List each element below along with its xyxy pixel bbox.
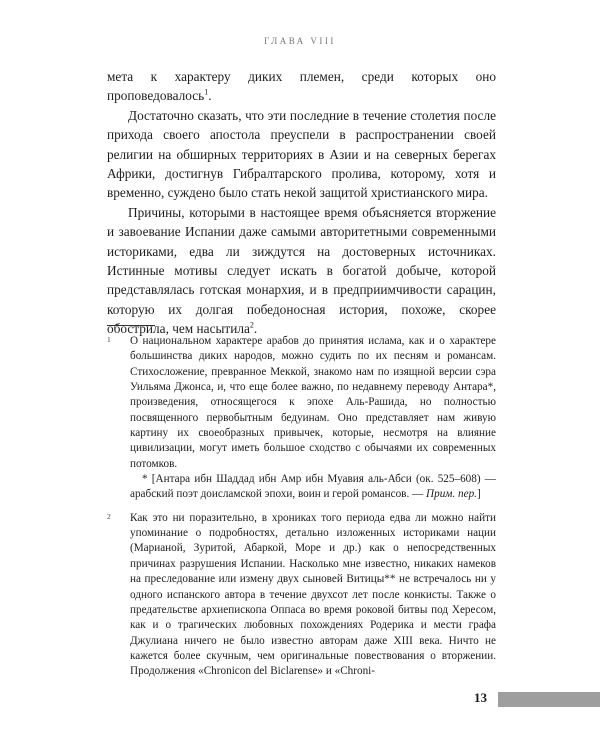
footnote-1-translator-label: Прим. пер. [426, 488, 477, 501]
paragraph-3-end: . [253, 321, 258, 337]
footnote-1 [107, 334, 496, 503]
running-head: ГЛАВА VIII [264, 36, 336, 46]
footnote-2-number: 2 [107, 511, 111, 521]
footnote-1-text: О национальном характере арабов до принятия ислама, как и о характере большинства диких народов, можно судить по их песням и романсам. Стихосложение, превранное Меккой, знакомо нам по изящной версии сэра Уильяма Джонса, и, что еще более важно, по недавнему переводу Антара*, произведения, относящегося к эпохе Аль-Рашида, но полностью посвященного первобытным бедуинам. Оно представляет нам живую картину их своеобразных привычек, которые, несмотря на влияние цивилизации, могут иметь большое сходство с обычаями их современных потомков. [130, 335, 496, 470]
paragraph-1-end: . [208, 88, 212, 104]
footnote-1-translator-end: ] [476, 488, 481, 501]
main-text [107, 67, 496, 339]
footnote-1-number: 1 [107, 335, 111, 344]
paragraph-3 [107, 203, 496, 339]
footnote-1-translator-note [130, 472, 496, 503]
footnote-ref-2[interactable]: 2 [249, 320, 254, 330]
footnote-2 [107, 511, 496, 680]
page-number: 13 [474, 690, 487, 705]
paragraph-1-text: мета к характеру диких племен, среди которых оно проповедовалось [107, 69, 496, 104]
footnote-rule [107, 325, 155, 326]
paragraph-2: Достаточно сказать, что эти последние в течение столетия после прихода своего апостола преуспели в распространении своей религии на обширных территориях в Азии и на северных берегах Африки, достигнув Гибралтарского пролива, которому, хотя и временно, суждено было стать некой защитой христианского мира. [107, 107, 496, 201]
footnote-2-text: Как это ни поразительно, в хрониках того периода едва ли можно найти упоминание о подробностях, детально изложенных историками нации (Марианой, Зуритой, Абаркой, Море и др.) как о непосредственных причинах разрушения Испании. Насколько мне известно, никаких намеков на преследование или измену двух сыновей Витицы** не встречалось ни у одного испанского автора в течение двухсот лет после конкисты. Также о предательстве архиепископа Оппаса во время роковой битвы под Хересом, как и о трагических любовных похождениях Родерика и мести графа Джулиана ничего не было известно авторам даже XIII века. Ничто не кажется более скучным, чем оригинальные повествования о вторжении. Продолжения «Chronicon del Biclarense» и «Chroni- [130, 511, 496, 678]
paragraph-1 [107, 67, 496, 106]
footnotes [107, 334, 496, 680]
footnote-1-translator-text: * [Антара ибн Шаддад ибн Амр ибн Муавия аль-Абси (ок. 525–608) — арабский поэт доисламской эпохи, воин и герой романсов. — [130, 473, 496, 501]
paragraph-3-text: Причины, которыми в настоящее время объясняется вторжение и завоевание Испании даже самыми авторитетными современными историками, едва ли зиждутся на достоверных источниках. Истинные мотивы следует искать в богатой добыче, которой представлялась готская монархия, и в предприимчивости сарацин, которую их долгая победоносная история, похоже, скорее обострила, чем насытила [107, 204, 496, 337]
page-number-bar [498, 692, 600, 707]
footnote-ref-1[interactable]: 1 [204, 87, 209, 97]
